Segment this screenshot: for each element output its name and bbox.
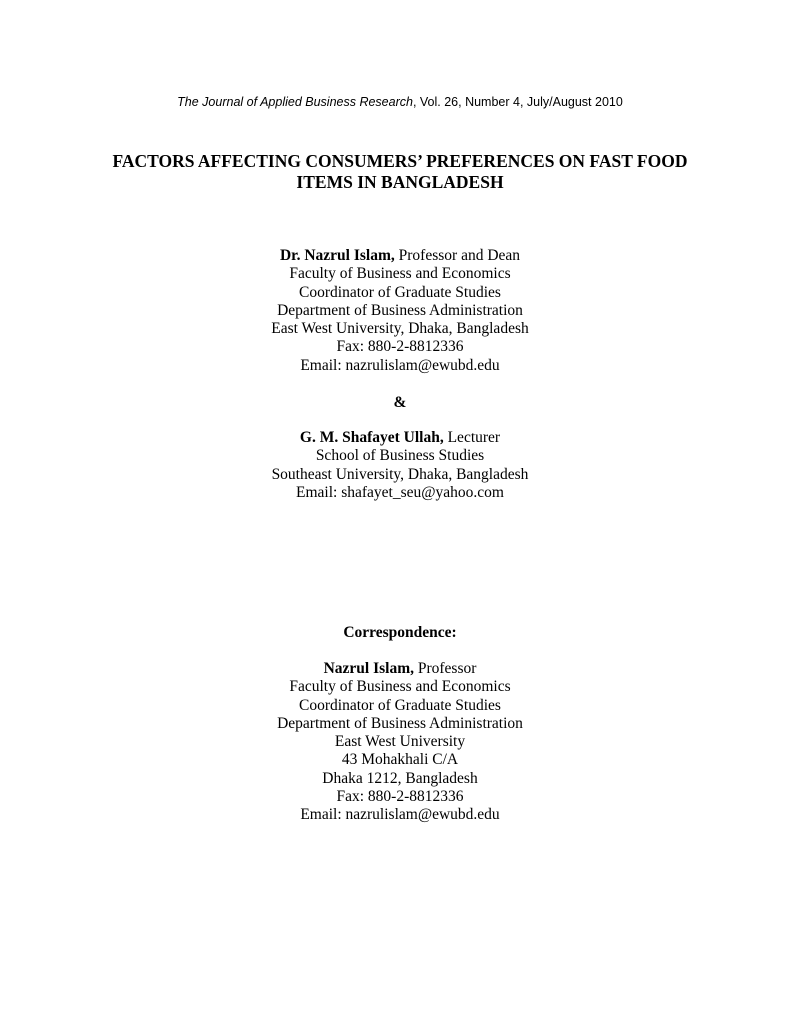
author-2-affiliation-line: School of Business Studies — [315, 447, 485, 465]
correspondence-role: Professor — [413, 660, 477, 677]
author-1-fax: Fax: 880-2-8812336 — [336, 338, 464, 356]
correspondence-name: Nazrul Islam, — [323, 660, 414, 677]
author-1-affiliation-line: Coordinator of Graduate Studies — [299, 283, 501, 301]
author-1-name-line — [0, 247, 800, 265]
journal-name: The Journal of Applied Business Research — [177, 95, 413, 109]
author-2-email: Email: shafayet_seu@yahoo.com — [296, 483, 504, 501]
author-1-affiliation-line: Faculty of Business and Economics — [289, 265, 511, 283]
author-2-block — [0, 429, 800, 502]
running-header — [0, 94, 800, 110]
correspondence-block — [0, 660, 800, 825]
author-2-name-line — [0, 429, 800, 447]
paper-title — [60, 151, 740, 193]
author-1-name: Dr. Nazrul Islam, — [279, 247, 395, 264]
author-1-role: Professor and Dean — [394, 247, 521, 264]
author-2-role: Lecturer — [443, 429, 501, 446]
author-1-block — [0, 247, 800, 375]
correspondence-name-line — [0, 660, 800, 678]
author-2-name: G. M. Shafayet Ullah, — [299, 429, 444, 446]
paper-title-line-1: FACTORS AFFECTING CONSUMERS’ PREFERENCES ON FAST FOOD — [112, 151, 688, 171]
author-separator: & — [393, 394, 407, 411]
correspondence-address-line: Faculty of Business and Economics — [289, 678, 511, 696]
paper-title-line-2: ITEMS IN BANGLADESH — [296, 172, 504, 192]
correspondence-address-line: Department of Business Administration — [277, 714, 523, 732]
correspondence-address-line: Coordinator of Graduate Studies — [299, 696, 501, 714]
correspondence-address-line: East West University — [334, 733, 466, 751]
correspondence-fax: Fax: 880-2-8812336 — [336, 788, 464, 806]
journal-issue: , Vol. 26, Number 4, July/August 2010 — [412, 95, 623, 109]
correspondence-address-line: 43 Mohakhali C/A — [341, 751, 459, 769]
author-1-affiliation-line: East West University, Dhaka, Bangladesh — [271, 320, 529, 338]
author-1-email: Email: nazrulislam@ewubd.edu — [300, 356, 500, 374]
correspondence-email: Email: nazrulislam@ewubd.edu — [300, 806, 500, 824]
correspondence-address-line: Dhaka 1212, Bangladesh — [322, 769, 478, 787]
correspondence-heading: Correspondence: — [343, 624, 457, 641]
author-2-affiliation-line: Southeast University, Dhaka, Bangladesh — [271, 465, 529, 483]
author-1-affiliation-line: Department of Business Administration — [277, 301, 523, 319]
